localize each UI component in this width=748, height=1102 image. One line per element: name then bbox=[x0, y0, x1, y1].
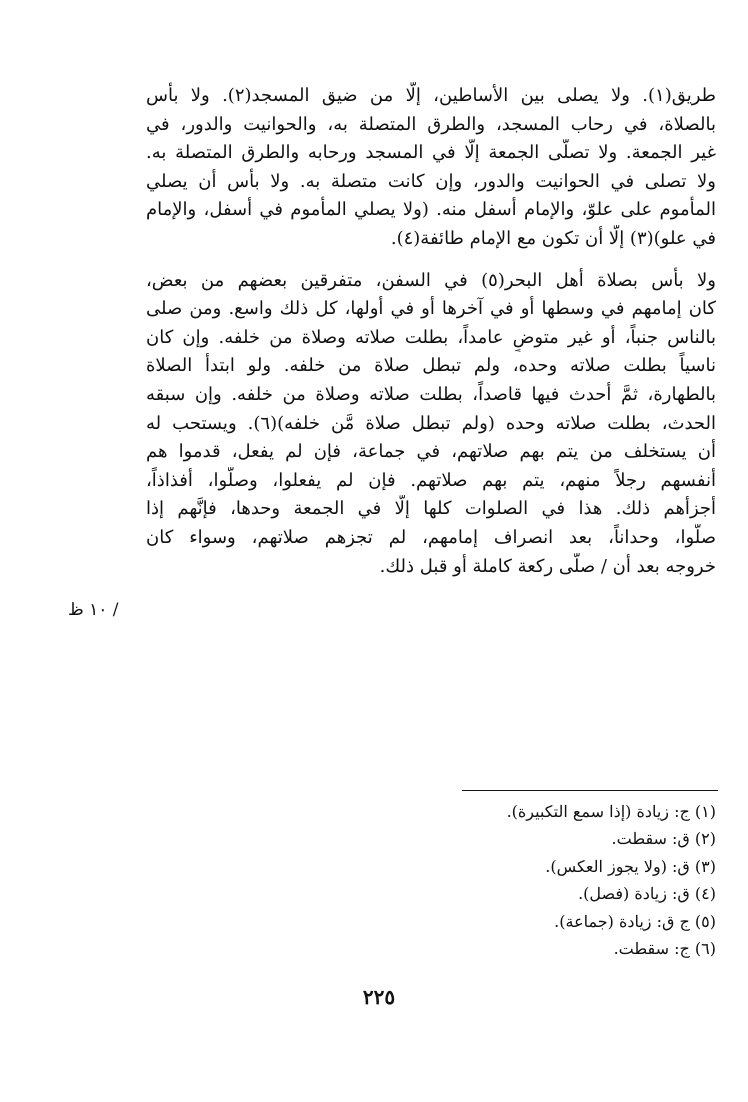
footnotes bbox=[380, 798, 716, 962]
text-line: بالصلاة، في رحاب المسجد، والطرق المتصلة به، والحوانيت والدور، في bbox=[146, 113, 716, 135]
page-number: ٢٢٥ bbox=[362, 985, 396, 1009]
text-line: طريق(١). ولا يصلى بين الأساطين، إلَّا من ضيق المسجد(٢). ولا بأس bbox=[146, 85, 716, 106]
paragraph-break bbox=[146, 254, 716, 267]
text-line: أجزأهم ذلك. هذا في الصلوات كلها إلَّا في الجمعة وحدها، فإنَّهم إذا bbox=[146, 498, 716, 520]
text-line: أن يستخلف من يتم بهم صلاتهم، في جماعة، فإن لم يفعل، قدموا هم bbox=[146, 441, 716, 463]
footnote: (٤) ق: زيادة (فصل). bbox=[578, 884, 716, 904]
footnote: (٢) ق: سقطت. bbox=[611, 829, 716, 849]
manuscript-folio-marker: / ١٠ ظ bbox=[68, 600, 119, 620]
footnote-separator bbox=[462, 790, 718, 791]
text-line: ولا تصلى في الحوانيت والدور، وإن كانت متصلة به. ولا بأس أن يصلي bbox=[146, 170, 716, 192]
text-line: المأموم على علوّ، والإمام أسفل منه. (ولا يصلي المأموم في أسفل، والإمام bbox=[146, 199, 716, 221]
footnote: (٥) ج ق: زيادة (جماعة). bbox=[554, 911, 716, 931]
text-line: كان إمامهم في وسطها أو في آخرها أو في أولها، كل ذلك واسع. ومن صلى bbox=[146, 298, 716, 320]
main-text bbox=[146, 82, 716, 581]
text-line: خروجه بعد أن / صلَّى ركعة كاملة أو قبل ذلك. bbox=[379, 555, 716, 577]
text-line: بالطهارة، ثمَّ أحدث فيها قاصداً، بطلت صلاته وصلاة من خلفه. وإن سبقه bbox=[146, 383, 716, 405]
footnote: (٦) ج: سقطت. bbox=[613, 938, 716, 958]
text-line: ناسياً بطلت صلاته وحده، ولم تبطل صلاة من خلفه. ولو ابتدأ الصلاة bbox=[146, 355, 716, 377]
text-line: صلُّوا، وحداناً، بعد انصراف إمامهم، لم تجزهم صلاتهم، وسواء كان bbox=[146, 526, 716, 548]
text-line: غير الجمعة. ولا تصلَّى الجمعة إلَّا في المسجد ورحابه والطرق المتصلة به. bbox=[146, 142, 716, 164]
footnote: (١) ج: زيادة (إذا سمع التكبيرة). bbox=[506, 802, 716, 821]
footnote: (٣) ق: (ولا يجوز العكس). bbox=[545, 856, 716, 876]
text-line: الحدث، بطلت صلاته وحده (ولم تبطل صلاة مَّن خلفه)(٦). ويستحب له bbox=[146, 412, 716, 434]
text-line: في علو)(٣) إلَّا أن تكون مع الإمام طائفة(٤). bbox=[390, 227, 716, 249]
text-line: أنفسهم رجلاً منهم، يتم بهم صلاتهم. فإن لم يفعلوا، وصلَّوا، أفذاذاً، bbox=[146, 469, 716, 491]
text-line: ولا بأس بصلاة أهل البحر(٥) في السفن، متفرقين بعضهم من بعض، bbox=[146, 269, 716, 291]
text-line: بالناس جنباً، أو غير متوضٍ عامداً، بطلت صلاته وصلاة من خلفه. وإن كان bbox=[146, 326, 716, 348]
